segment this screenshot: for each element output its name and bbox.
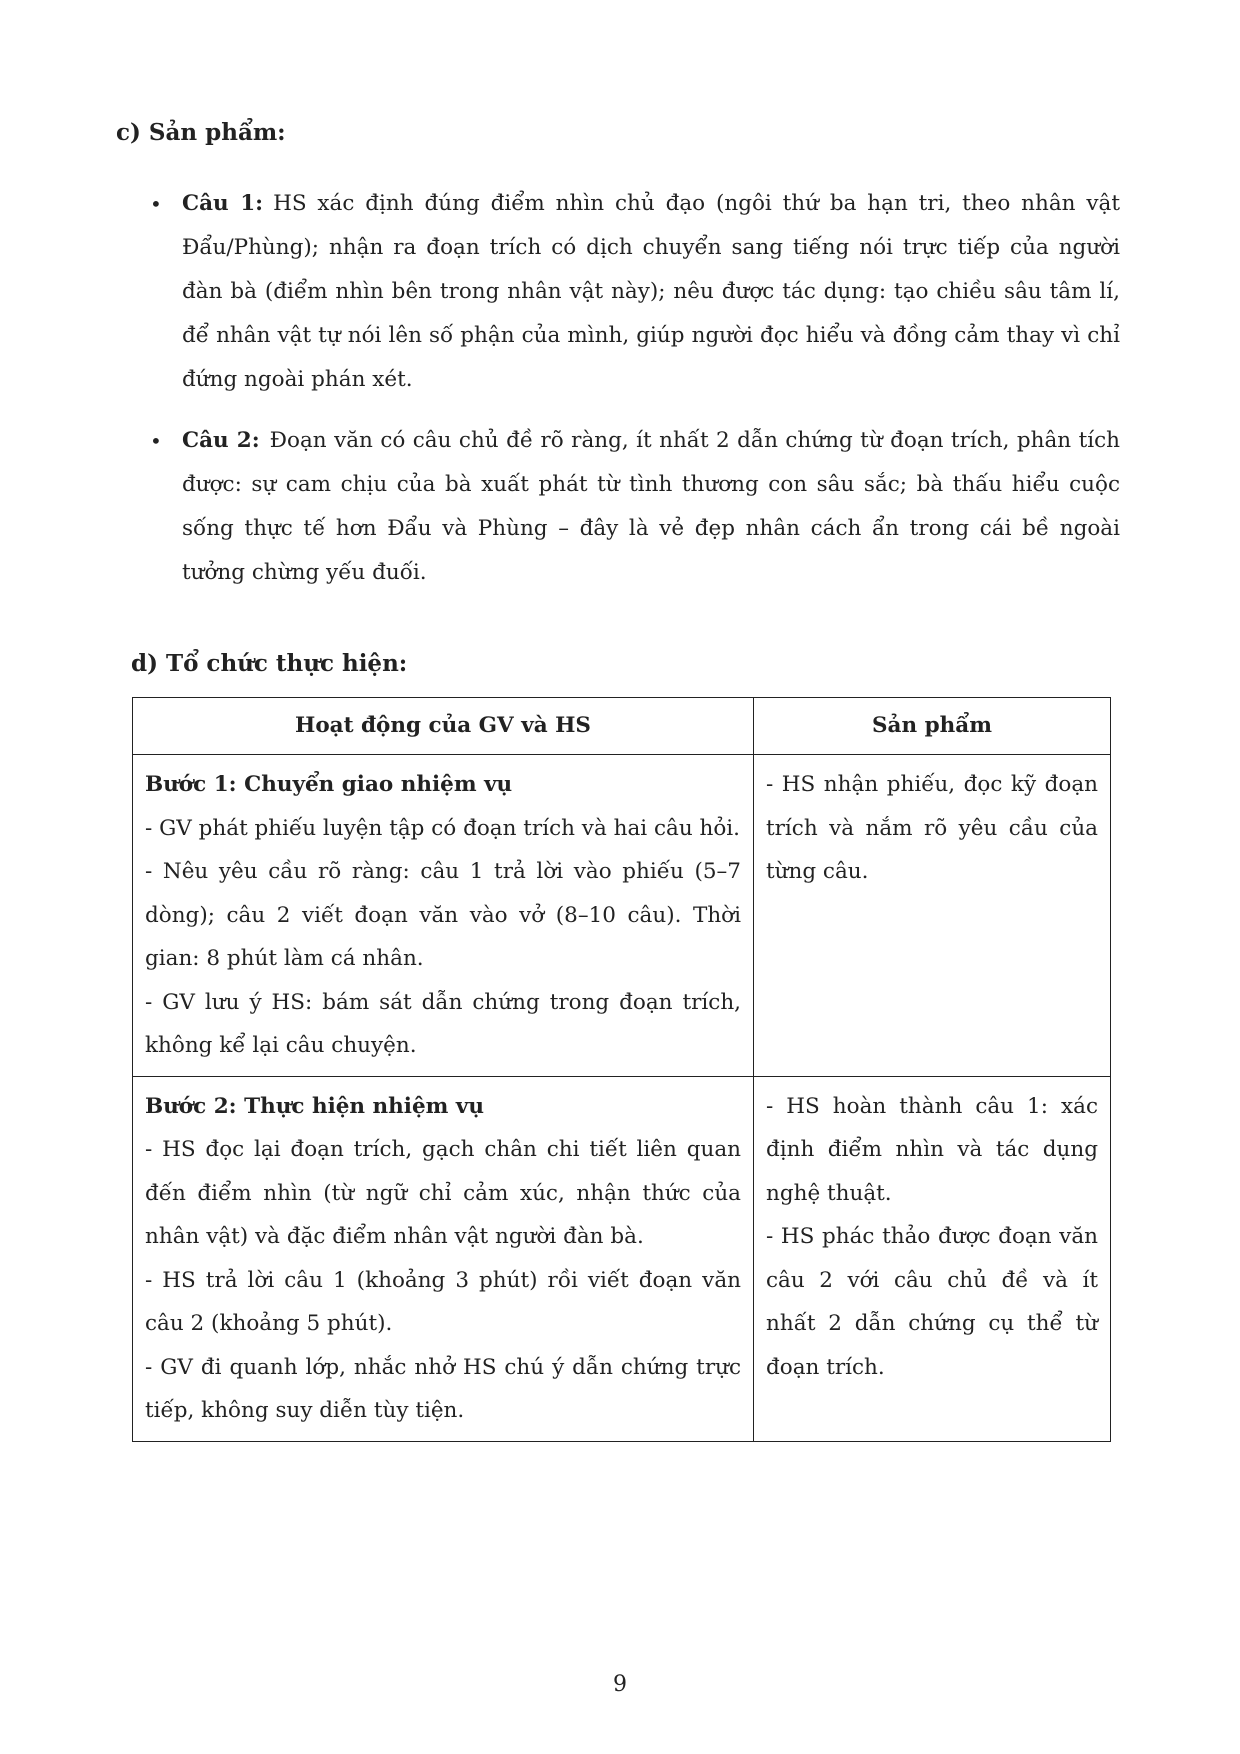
activity-line: - GV phát phiếu luyện tập có đoạn trích và hai câu hỏi. (145, 815, 741, 841)
section-d-heading: d) Tổ chức thực hiện: (131, 650, 408, 677)
activity-cell (133, 1076, 754, 1441)
list-item (150, 419, 1120, 595)
product-list (150, 182, 1120, 595)
activity-line: - HS đọc lại đoạn trích, gạch chân chi tiết liên quan đến điểm nhìn (từ ngữ chỉ cảm xúc, nhận thức của nhân vật) và đặc điểm nhân vật người đàn bà. (145, 1137, 741, 1249)
header-activity: Hoạt động của GV và HS (133, 698, 754, 755)
activity-line: - GV lưu ý HS: bám sát dẫn chứng trong đoạn trích, không kể lại câu chuyện. (145, 989, 741, 1058)
bullet-icon: • (150, 429, 162, 453)
product-line: - HS hoàn thành câu 1: xác định điểm nhìn và tác dụng nghệ thuật. (766, 1093, 1098, 1206)
activity-table (132, 697, 1111, 1442)
activity-cell (133, 755, 754, 1077)
activity-line: - GV đi quanh lớp, nhắc nhở HS chú ý dẫn chứng trực tiếp, không suy diễn tùy tiện. (145, 1354, 741, 1423)
item-label: Câu 1: (182, 191, 264, 216)
item-text: HS xác định đúng điểm nhìn chủ đạo (ngôi thứ ba hạn tri, theo nhân vật Đẩu/Phùng); nhận ra đoạn trích có dịch chuyển sang tiếng nói trực tiếp của người đàn bà (điểm nhìn bên trong nhân vật này); nêu được tác dụng: tạo chiều sâu tâm lí, để nhân vật tự nói lên số phận của mình, giúp người đọc hiểu và đồng cảm thay vì chỉ đứng ngoài phán xét. (182, 191, 1120, 392)
table-row (133, 1076, 1111, 1441)
list-item (150, 182, 1120, 402)
product-cell (754, 1076, 1111, 1441)
step-title: Bước 1: Chuyển giao nhiệm vụ (145, 772, 513, 797)
table-header-row (133, 698, 1111, 755)
bullet-icon: • (150, 192, 162, 216)
product-line: - HS nhận phiếu, đọc kỹ đoạn trích và nắm rõ yêu cầu của từng câu. (766, 772, 1098, 884)
product-line: - HS phác thảo được đoạn văn câu 2 với câu chủ đề và ít nhất 2 dẫn chứng cụ thể từ đoạn trích. (766, 1224, 1098, 1380)
item-text: Đoạn văn có câu chủ đề rõ ràng, ít nhất 2 dẫn chứng từ đoạn trích, phân tích được: sự cam chịu của bà xuất phát từ tình thương con sâu sắc; bà thấu hiểu cuộc sống thực tế hơn Đẩu và Phùng – đây là vẻ đẹp nhân cách ẩn trong cái bề ngoài tưởng chừng yếu đuối. (182, 428, 1120, 585)
activity-line: - HS trả lời câu 1 (khoảng 3 phút) rồi viết đoạn văn câu 2 (khoảng 5 phút). (145, 1267, 741, 1336)
section-c-heading: c) Sản phẩm: (116, 119, 286, 146)
header-product: Sản phẩm (754, 698, 1111, 755)
table-row (133, 755, 1111, 1077)
page-number: 9 (613, 1672, 627, 1697)
product-cell (754, 755, 1111, 1077)
item-label: Câu 2: (182, 428, 260, 453)
step-title: Bước 2: Thực hiện nhiệm vụ (145, 1093, 485, 1119)
activity-line: - Nêu yêu cầu rõ ràng: câu 1 trả lời vào phiếu (5–7 dòng); câu 2 viết đoạn văn vào vở (8–10 câu). Thời gian: 8 phút làm cá nhân. (145, 859, 741, 971)
